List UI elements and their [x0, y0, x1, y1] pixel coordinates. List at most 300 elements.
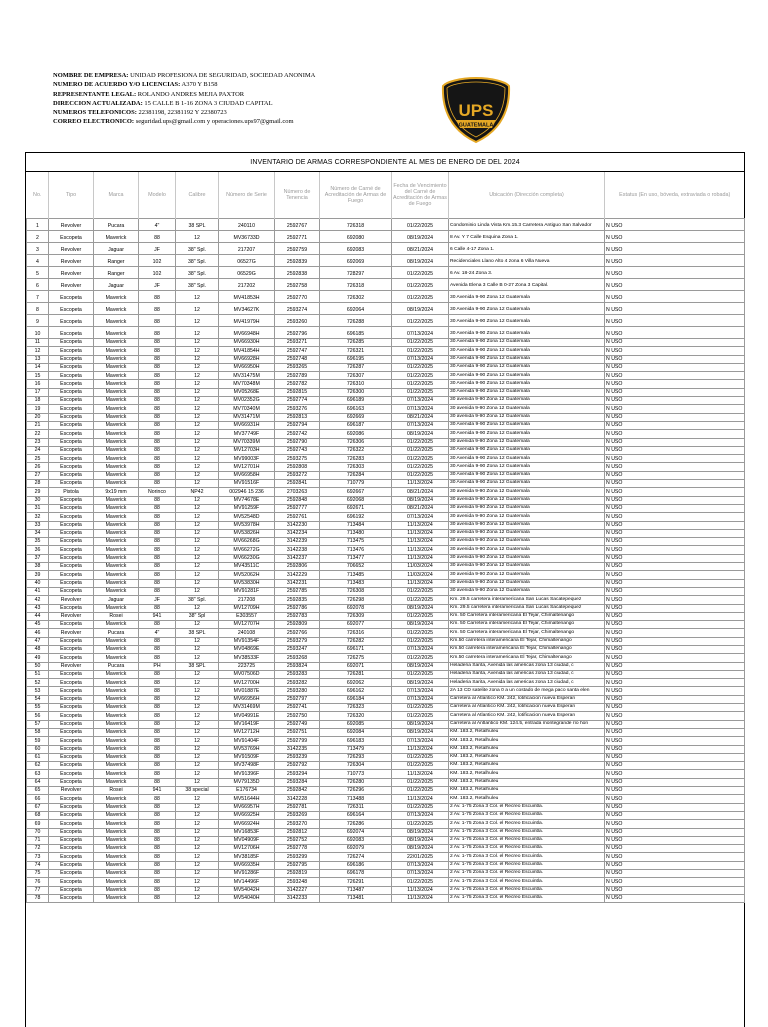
cell-no: 19 [27, 405, 49, 413]
cell-tenencia: 2592748 [275, 355, 320, 363]
cell-ubicacion: 2 Av. 1-75 Zona 3 Col. el Recreo Escuintla. [449, 870, 605, 878]
header-label: DIRECCION ACTUALIZADA: [53, 99, 143, 107]
cell-no: 41 [27, 587, 49, 595]
cell-ubicacion: 30 avenida 9-90 Zona 12 Guatemala [449, 587, 605, 595]
cell-estatus: N USO [605, 853, 745, 861]
cell-ubicacion: 30 avenida 9-90 Zona 12 Guatemala [449, 546, 605, 554]
cell-no: 56 [27, 712, 49, 720]
cell-estatus: N USO [605, 504, 745, 512]
cell-estatus: N USO [605, 355, 745, 363]
cell-serie: MV66230G [219, 554, 275, 562]
logo-subtext: GUATEMALA [458, 122, 494, 129]
cell-estatus: N USO [605, 629, 745, 637]
cell-vencimiento: 08/19/2024 [392, 828, 449, 836]
cell-tenencia: 2592838 [275, 267, 320, 279]
cell-ubicacion: 30 Avenida 9-90 Zona 12 Guatemala [449, 363, 605, 371]
cell-no: 4 [27, 255, 49, 267]
cell-marca: Maverick [94, 421, 139, 429]
cell-serie: MV12700H [219, 679, 275, 687]
table-row [27, 347, 745, 355]
table-row [27, 405, 745, 413]
cell-estatus: N USO [605, 778, 745, 786]
cell-calibre: 12 [176, 811, 219, 819]
cell-carne: 726281 [320, 670, 392, 678]
column-header: No. [33, 192, 42, 198]
cell-serie: MV04991E [219, 712, 275, 720]
table-row [27, 579, 745, 587]
cell-calibre: 38 SPL [176, 219, 219, 231]
cell-calibre: 12 [176, 347, 219, 355]
cell-estatus: N USO [605, 538, 745, 546]
cell-vencimiento: 01/22/2025 [392, 463, 449, 471]
cell-tenencia: 2593271 [275, 339, 320, 347]
cell-calibre: 12 [176, 538, 219, 546]
cell-carne: 713480 [320, 529, 392, 537]
cell-marca: Jaguar [94, 243, 139, 255]
cell-serie: MV04869E [219, 645, 275, 653]
cell-no: 26 [27, 463, 49, 471]
cell-calibre: 12 [176, 836, 219, 844]
cell-modelo: 88 [139, 811, 176, 819]
cell-calibre: 12 [176, 521, 219, 529]
inventory-sheet [25, 152, 745, 1027]
cell-estatus: N USO [605, 637, 745, 645]
table-row [27, 645, 745, 653]
cell-calibre: 12 [176, 654, 219, 662]
cell-serie: MV79135D [219, 778, 275, 786]
cell-estatus: N USO [605, 662, 745, 670]
cell-modelo: 88 [139, 621, 176, 629]
cell-tenencia: 2592812 [275, 828, 320, 836]
cell-modelo: 88 [139, 380, 176, 388]
cell-estatus: N USO [605, 339, 745, 347]
cell-no: 15 [27, 372, 49, 380]
cell-tenencia: 2592752 [275, 836, 320, 844]
cell-calibre: 12 [176, 737, 219, 745]
column-header: Fecha de Vencimiento del Carné de Acreditación de Armas de Fuego [392, 172, 449, 219]
table-row [27, 231, 745, 243]
cell-modelo: 88 [139, 455, 176, 463]
cell-ubicacion: 30 Avenida 9-90 Zona 12 Guatemala [449, 471, 605, 479]
cell-marca: Jaguar [94, 279, 139, 291]
cell-ubicacion: 30 avenida 9-90 Zona 12 Guatemala [449, 397, 605, 405]
table-row [27, 704, 745, 712]
cell-modelo: 102 [139, 255, 176, 267]
table-row [27, 255, 745, 267]
cell-tipo: Escopeta [49, 886, 94, 894]
cell-estatus: N USO [605, 604, 745, 612]
cell-calibre: 12 [176, 303, 219, 315]
cell-ubicacion: KM. 183.2, Retalhuleu [449, 728, 605, 736]
cell-ubicacion: 30 Avenida 9-90 Zona 12 Guatemala [449, 455, 605, 463]
cell-vencimiento: 11/13/2024 [392, 795, 449, 803]
cell-modelo: 88 [139, 679, 176, 687]
cell-modelo: 88 [139, 579, 176, 587]
cell-carne: 726288 [320, 315, 392, 327]
cell-carne: 726322 [320, 446, 392, 454]
table-row [27, 380, 745, 388]
cell-vencimiento: 11/13/2024 [392, 554, 449, 562]
cell-vencimiento: 07/13/2024 [392, 513, 449, 521]
cell-marca: Maverick [94, 480, 139, 488]
cell-ubicacion: KM. 183.2, Retalhuleu [449, 778, 605, 786]
cell-carne: 728297 [320, 267, 392, 279]
cell-carne: 713475 [320, 538, 392, 546]
cell-tipo: Escopeta [49, 339, 94, 347]
cell-no: 13 [27, 355, 49, 363]
cell-modelo: 88 [139, 430, 176, 438]
cell-ubicacion: Heladeria Sarita, Avenida las americas zona 13 ciudad, c [449, 679, 605, 687]
table-row [27, 438, 745, 446]
cell-no: 62 [27, 762, 49, 770]
cell-marca: Maverick [94, 430, 139, 438]
cell-no: 32 [27, 513, 49, 521]
cell-carne: 726300 [320, 388, 392, 396]
table-row [27, 471, 745, 479]
cell-tenencia: 2592759 [275, 243, 320, 255]
cell-no: 48 [27, 645, 49, 653]
cell-ubicacion: 30 avenida 9-90 Zona 12 Guatemala [449, 554, 605, 562]
cell-vencimiento: 01/22/2025 [392, 438, 449, 446]
cell-vencimiento: 01/22/2025 [392, 471, 449, 479]
cell-carne: 692084 [320, 728, 392, 736]
cell-estatus: N USO [605, 303, 745, 315]
cell-serie: MV66948H [219, 327, 275, 339]
cell-marca: Maverick [94, 894, 139, 902]
cell-no: 11 [27, 339, 49, 347]
header-line [53, 90, 393, 99]
cell-modelo: 4" [139, 219, 176, 231]
cell-serie: MV04909F [219, 836, 275, 844]
cell-no: 36 [27, 546, 49, 554]
cell-carne: 726285 [320, 339, 392, 347]
cell-modelo: 88 [139, 704, 176, 712]
cell-serie: 06529G [219, 267, 275, 279]
cell-modelo: 88 [139, 438, 176, 446]
cell-carne: 713488 [320, 795, 392, 803]
cell-no: 22 [27, 430, 49, 438]
cell-modelo: 88 [139, 745, 176, 753]
cell-calibre: 12 [176, 413, 219, 421]
cell-tenencia: 2593239 [275, 753, 320, 761]
cell-no: 9 [27, 315, 49, 327]
cell-serie: MV66272G [219, 546, 275, 554]
cell-ubicacion: 30 Avenida 9-90 Zona 12 Guatemala [449, 446, 605, 454]
cell-carne: 692083 [320, 243, 392, 255]
cell-modelo: 88 [139, 861, 176, 869]
cell-carne: 713484 [320, 521, 392, 529]
cell-serie: MV66925H [219, 811, 275, 819]
cell-no: 61 [27, 753, 49, 761]
cell-vencimiento: 01/22/2025 [392, 712, 449, 720]
cell-tenencia: 2593282 [275, 679, 320, 687]
cell-serie: MV34627K [219, 303, 275, 315]
column-header: Marca [94, 172, 139, 219]
cell-modelo: 88 [139, 529, 176, 537]
cell-carne: 696184 [320, 695, 392, 703]
cell-modelo: 88 [139, 753, 176, 761]
cell-calibre: 12 [176, 645, 219, 653]
table-row [27, 737, 745, 745]
cell-vencimiento: 08/19/2024 [392, 303, 449, 315]
table-row [27, 372, 745, 380]
table-row [27, 355, 745, 363]
cell-modelo: JF [139, 596, 176, 604]
cell-tipo: Escopeta [49, 291, 94, 303]
header-value: seguridad.ups@gmail.com y operaciones.ups97@gmail.com [134, 118, 294, 126]
cell-serie: MV91516F [219, 480, 275, 488]
cell-no: 45 [27, 621, 49, 629]
cell-carne: 726308 [320, 587, 392, 595]
cell-serie: MV14496F [219, 878, 275, 886]
cell-ubicacion: 30 Avenida 9-90 Zona 12 Guatemala [449, 327, 605, 339]
table-row [27, 413, 745, 421]
cell-no: 14 [27, 363, 49, 371]
cell-tenencia: 2592848 [275, 496, 320, 504]
cell-tipo: Escopeta [49, 231, 94, 243]
ups-guatemala-badge-icon [440, 76, 512, 144]
table-row [27, 496, 745, 504]
cell-modelo: 88 [139, 538, 176, 546]
cell-marca: Maverick [94, 438, 139, 446]
cell-modelo: PH [139, 662, 176, 670]
cell-serie: MV91281F [219, 587, 275, 595]
cell-calibre: 12 [176, 513, 219, 521]
cell-marca: Pucara [94, 219, 139, 231]
cell-tenencia: 2592808 [275, 463, 320, 471]
cell-serie: MV38533F [219, 654, 275, 662]
cell-tipo: Revolver [49, 267, 94, 279]
cell-marca: Maverick [94, 347, 139, 355]
cell-estatus: N USO [605, 279, 745, 291]
table-row [27, 279, 745, 291]
cell-ubicacion: 2 Av. 1-75 Zona 3 Col. el Recreo Escuintla. [449, 828, 605, 836]
cell-ubicacion: Recidenciales Llano Alto 4 zona 6 Villa Nueva [449, 255, 605, 267]
cell-carne: 696187 [320, 421, 392, 429]
cell-calibre: 12 [176, 604, 219, 612]
cell-tenencia: 2592767 [275, 219, 320, 231]
header-value: 22381198, 22381192 Y 22380723 [136, 109, 227, 117]
cell-tenencia: 2592749 [275, 720, 320, 728]
cell-marca: Maverick [94, 231, 139, 243]
cell-serie: MV12707H [219, 621, 275, 629]
cell-serie: MV53978H [219, 521, 275, 529]
cell-marca: Rosei [94, 612, 139, 620]
cell-serie: MV53769H [219, 745, 275, 753]
cell-estatus: N USO [605, 612, 745, 620]
cell-tenencia: 2593280 [275, 687, 320, 695]
cell-carne: 726302 [320, 291, 392, 303]
cell-tenencia: 2592747 [275, 347, 320, 355]
cell-calibre: 12 [176, 480, 219, 488]
table-row [27, 878, 745, 886]
cell-no: 75 [27, 870, 49, 878]
cell-no: 43 [27, 604, 49, 612]
cell-calibre: 12 [176, 455, 219, 463]
table-row [27, 546, 745, 554]
cell-tipo: Escopeta [49, 480, 94, 488]
cell-calibre: 12 [176, 745, 219, 753]
cell-tipo: Escopeta [49, 347, 94, 355]
cell-ubicacion: Km. 29.5 carretera interamericana San Lucas Sacatepequez [449, 596, 605, 604]
cell-calibre: 38" Spl. [176, 255, 219, 267]
cell-serie: MV66268G [219, 538, 275, 546]
cell-no: 71 [27, 836, 49, 844]
cell-marca: Maverick [94, 712, 139, 720]
cell-modelo: 88 [139, 571, 176, 579]
cell-tipo: Escopeta [49, 315, 94, 327]
cell-serie: MV01887E [219, 687, 275, 695]
cell-carne: 726320 [320, 712, 392, 720]
cell-ubicacion: 30 avenida 9-90 Zona 12 Guatemala [449, 496, 605, 504]
cell-ubicacion: Km.50 carretera interamericana El Tejar, Chimaltenango [449, 654, 605, 662]
table-row [27, 753, 745, 761]
cell-marca: Maverick [94, 845, 139, 853]
cell-vencimiento: 11/13/2024 [392, 579, 449, 587]
cell-estatus: N USO [605, 243, 745, 255]
cell-tenencia: 2592835 [275, 596, 320, 604]
cell-calibre: 12 [176, 339, 219, 347]
cell-ubicacion: KM. 183.2, Retalhuleu [449, 737, 605, 745]
cell-calibre: 38" Spl. [176, 596, 219, 604]
cell-vencimiento: 01/22/2025 [392, 820, 449, 828]
cell-ubicacion: 30 avenida 9-90 Zona 12 Guatemala [449, 529, 605, 537]
cell-no: 12 [27, 347, 49, 355]
cell-marca: Maverick [94, 455, 139, 463]
cell-no: 16 [27, 380, 49, 388]
cell-modelo: 88 [139, 496, 176, 504]
cell-serie: MV91509F [219, 753, 275, 761]
cell-estatus: N USO [605, 291, 745, 303]
cell-modelo: 88 [139, 372, 176, 380]
cell-vencimiento: 22/01/2025 [392, 853, 449, 861]
cell-tenencia: 3142229 [275, 571, 320, 579]
cell-estatus: N USO [605, 546, 745, 554]
table-row [27, 480, 745, 488]
cell-no: 18 [27, 397, 49, 405]
cell-tipo: Escopeta [49, 579, 94, 587]
cell-estatus: N USO [605, 347, 745, 355]
cell-marca: Maverick [94, 770, 139, 778]
cell-estatus: N USO [605, 413, 745, 421]
cell-serie: E303557 [219, 612, 275, 620]
cell-estatus: N USO [605, 397, 745, 405]
cell-estatus: N USO [605, 596, 745, 604]
cell-no: 66 [27, 795, 49, 803]
cell-calibre: 12 [176, 446, 219, 454]
cell-calibre: 12 [176, 894, 219, 902]
cell-calibre: 38" Spl. [176, 267, 219, 279]
cell-carne: 696189 [320, 397, 392, 405]
cell-tenencia: 2592766 [275, 629, 320, 637]
cell-serie: MV02352G [219, 397, 275, 405]
cell-serie: MV12706H [219, 845, 275, 853]
cell-tipo: Escopeta [49, 587, 94, 595]
cell-serie: MV66935H [219, 861, 275, 869]
cell-tipo: Escopeta [49, 811, 94, 819]
cell-marca: Maverick [94, 670, 139, 678]
cell-serie: MV66956H [219, 695, 275, 703]
cell-estatus: N USO [605, 820, 745, 828]
cell-marca: Ranger [94, 267, 139, 279]
inventory-table [26, 172, 745, 903]
cell-modelo: 88 [139, 347, 176, 355]
cell-tenencia: 2593268 [275, 654, 320, 662]
cell-carne: 713483 [320, 579, 392, 587]
cell-no: 72 [27, 845, 49, 853]
table-row [27, 886, 745, 894]
cell-no: 8 [27, 303, 49, 315]
cell-calibre: 12 [176, 770, 219, 778]
cell-tenencia: 2592770 [275, 291, 320, 303]
cell-marca: Rosei [94, 787, 139, 795]
cell-no: 28 [27, 480, 49, 488]
cell-calibre: 12 [176, 579, 219, 587]
cell-no: 44 [27, 612, 49, 620]
cell-calibre: 12 [176, 291, 219, 303]
cell-calibre: 12 [176, 438, 219, 446]
cell-vencimiento: 11/03/2024 [392, 563, 449, 571]
cell-no: 50 [27, 662, 49, 670]
cell-vencimiento: 01/22/2025 [392, 704, 449, 712]
cell-modelo: 88 [139, 563, 176, 571]
cell-tipo: Escopeta [49, 645, 94, 653]
table-row [27, 795, 745, 803]
cell-marca: Maverick [94, 853, 139, 861]
cell-no: 69 [27, 820, 49, 828]
cell-tenencia: 2592781 [275, 803, 320, 811]
cell-tipo: Escopeta [49, 762, 94, 770]
cell-marca: Pucara [94, 662, 139, 670]
cell-estatus: N USO [605, 455, 745, 463]
cell-modelo: 88 [139, 587, 176, 595]
table-row [27, 762, 745, 770]
cell-marca: Maverick [94, 795, 139, 803]
cell-tipo: Escopeta [49, 753, 94, 761]
cell-tipo: Escopeta [49, 563, 94, 571]
cell-tenencia: 2592751 [275, 728, 320, 736]
cell-no: 38 [27, 563, 49, 571]
cell-vencimiento: 01/22/2025 [392, 388, 449, 396]
cell-no: 76 [27, 878, 49, 886]
cell-marca: Maverick [94, 339, 139, 347]
cell-marca: Maverick [94, 463, 139, 471]
cell-tenencia: 3142233 [275, 894, 320, 902]
cell-carne: 726309 [320, 612, 392, 620]
table-row [27, 720, 745, 728]
cell-vencimiento: 01/22/2025 [392, 267, 449, 279]
cell-modelo: 88 [139, 604, 176, 612]
cell-no: 67 [27, 803, 49, 811]
header-value: 15 CALLE B 1-16 ZONA 3 CIUDAD CAPITAL [142, 99, 273, 107]
cell-serie: MV07506D [219, 670, 275, 678]
cell-carne: 726283 [320, 455, 392, 463]
cell-no: 47 [27, 637, 49, 645]
cell-marca: Maverick [94, 828, 139, 836]
cell-ubicacion: 6 Av. 18-24 Zona 3. [449, 267, 605, 279]
cell-ubicacion: Km. 29.5 carretera interamericana San Lucas Sacatepequez [449, 604, 605, 612]
cell-no: 33 [27, 521, 49, 529]
table-row [27, 870, 745, 878]
cell-modelo: 88 [139, 778, 176, 786]
cell-ubicacion: Heladeria Sarita, Avenida las americas zona 13 ciudad, c [449, 670, 605, 678]
cell-calibre: 12 [176, 795, 219, 803]
cell-vencimiento: 08/21/2024 [392, 413, 449, 421]
cell-marca: Maverick [94, 604, 139, 612]
cell-marca: Maverick [94, 753, 139, 761]
cell-marca: Maverick [94, 529, 139, 537]
cell-estatus: N USO [605, 380, 745, 388]
